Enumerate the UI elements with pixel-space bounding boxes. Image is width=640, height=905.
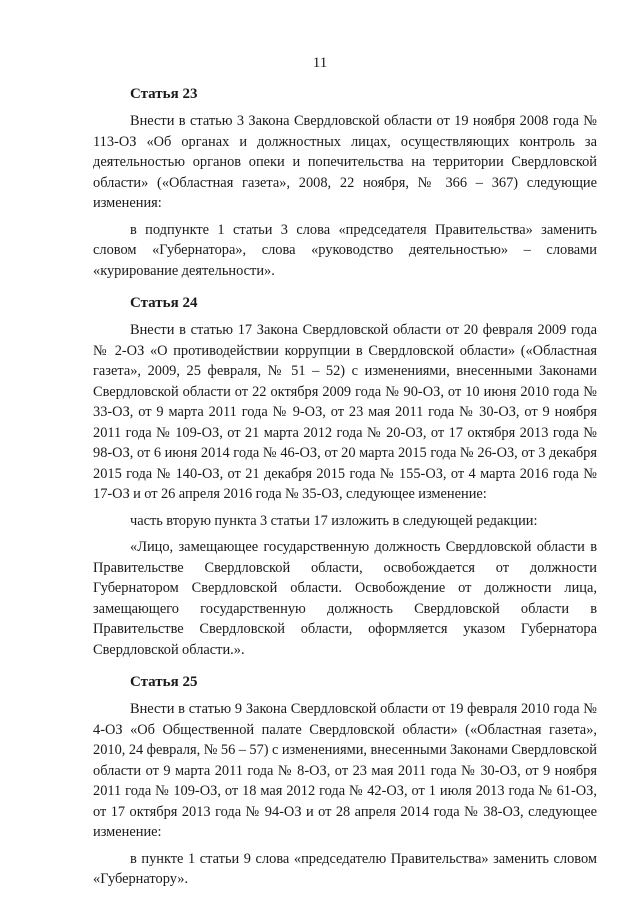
article-24 bbox=[93, 293, 597, 660]
paragraph: в подпункте 1 статьи 3 слова «председателя Правительства» заменить словом «Губернатора», слова «руководство деятельностью» – словами «курирование деятельности». bbox=[93, 221, 597, 279]
article-heading: Статья 24 bbox=[130, 295, 198, 311]
quoted-paragraph: «Лицо, замещающее государственную должность Свердловской области в Правительстве Свердловской области, освобождается от должности Губернатором Свердловской области. Освобождение от должности лица, замещающего государственную должность Свердловской области в Правительстве Свердловской области, оформляется указом Губернатора Свердловской области.». bbox=[93, 539, 597, 658]
paragraph: Внести в статью 17 Закона Свердловской области от 20 февраля 2009 года № 2-ОЗ «О противодействии коррупции в Свердловской области» («Областная газета», 2009, 25 февраля, № 51 – 52) с изменениями, внесенными Законами Свердловской области от 22 октября 2009 года № 90-ОЗ, от 10 июня 2010 года № 33-ОЗ, от 9 марта 2011 года № 9-ОЗ, от 23 мая 2011 года № 30-ОЗ, от 9 ноября 2011 года № 109-ОЗ, от 21 марта 2012 года № 20-ОЗ, от 17 октября 2013 года № 98-ОЗ, от 6 июня 2014 года № 46-ОЗ, от 20 марта 2015 года № 26-ОЗ, от 3 декабря 2015 года № 140-ОЗ, от 21 декабря 2015 года № 155-ОЗ, от 4 марта 2016 года № 17-ОЗ и от 26 апреля 2016 года № 35-ОЗ, следующее изменение: bbox=[93, 322, 597, 502]
page-number: 11 bbox=[312, 55, 328, 71]
paragraph: Внести в статью 9 Закона Свердловской области от 19 февраля 2010 года № 4-ОЗ «Об Общественной палате Свердловской области» («Областная газета», 2010, 24 февраля, № 56 – 57) с изменениями, внесенными Законами Свердловской области от 9 марта 2011 года № 8-ОЗ, от 23 мая 2011 года № 30-ОЗ, от 9 ноября 2011 года № 109-ОЗ, от 18 мая 2012 года № 42-ОЗ, от 1 июля 2013 года № 61-ОЗ, от 17 октября 2013 года № 94-ОЗ и от 28 апреля 2014 года № 38-ОЗ, следующее изменение: bbox=[93, 701, 597, 840]
paragraph: в пункте 1 статьи 9 слова «председателю Правительства» заменить словом «Губернатору». bbox=[93, 850, 597, 887]
document-body bbox=[93, 84, 597, 896]
paragraph: Внести в статью 3 Закона Свердловской области от 19 ноября 2008 года № 113-ОЗ «Об органах и должностных лицах, осуществляющих контроль за деятельностью органов опеки и попечительства на территории Свердловской области» («Областная газета», 2008, 22 ноября, № 366 – 367) следующие изменения: bbox=[93, 113, 597, 211]
article-25 bbox=[93, 672, 597, 890]
article-heading: Статья 25 bbox=[130, 674, 198, 690]
article-heading: Статья 23 bbox=[130, 86, 198, 102]
paragraph: часть вторую пункта 3 статьи 17 изложить в следующей редакции: bbox=[130, 512, 538, 529]
article-23 bbox=[93, 84, 597, 281]
